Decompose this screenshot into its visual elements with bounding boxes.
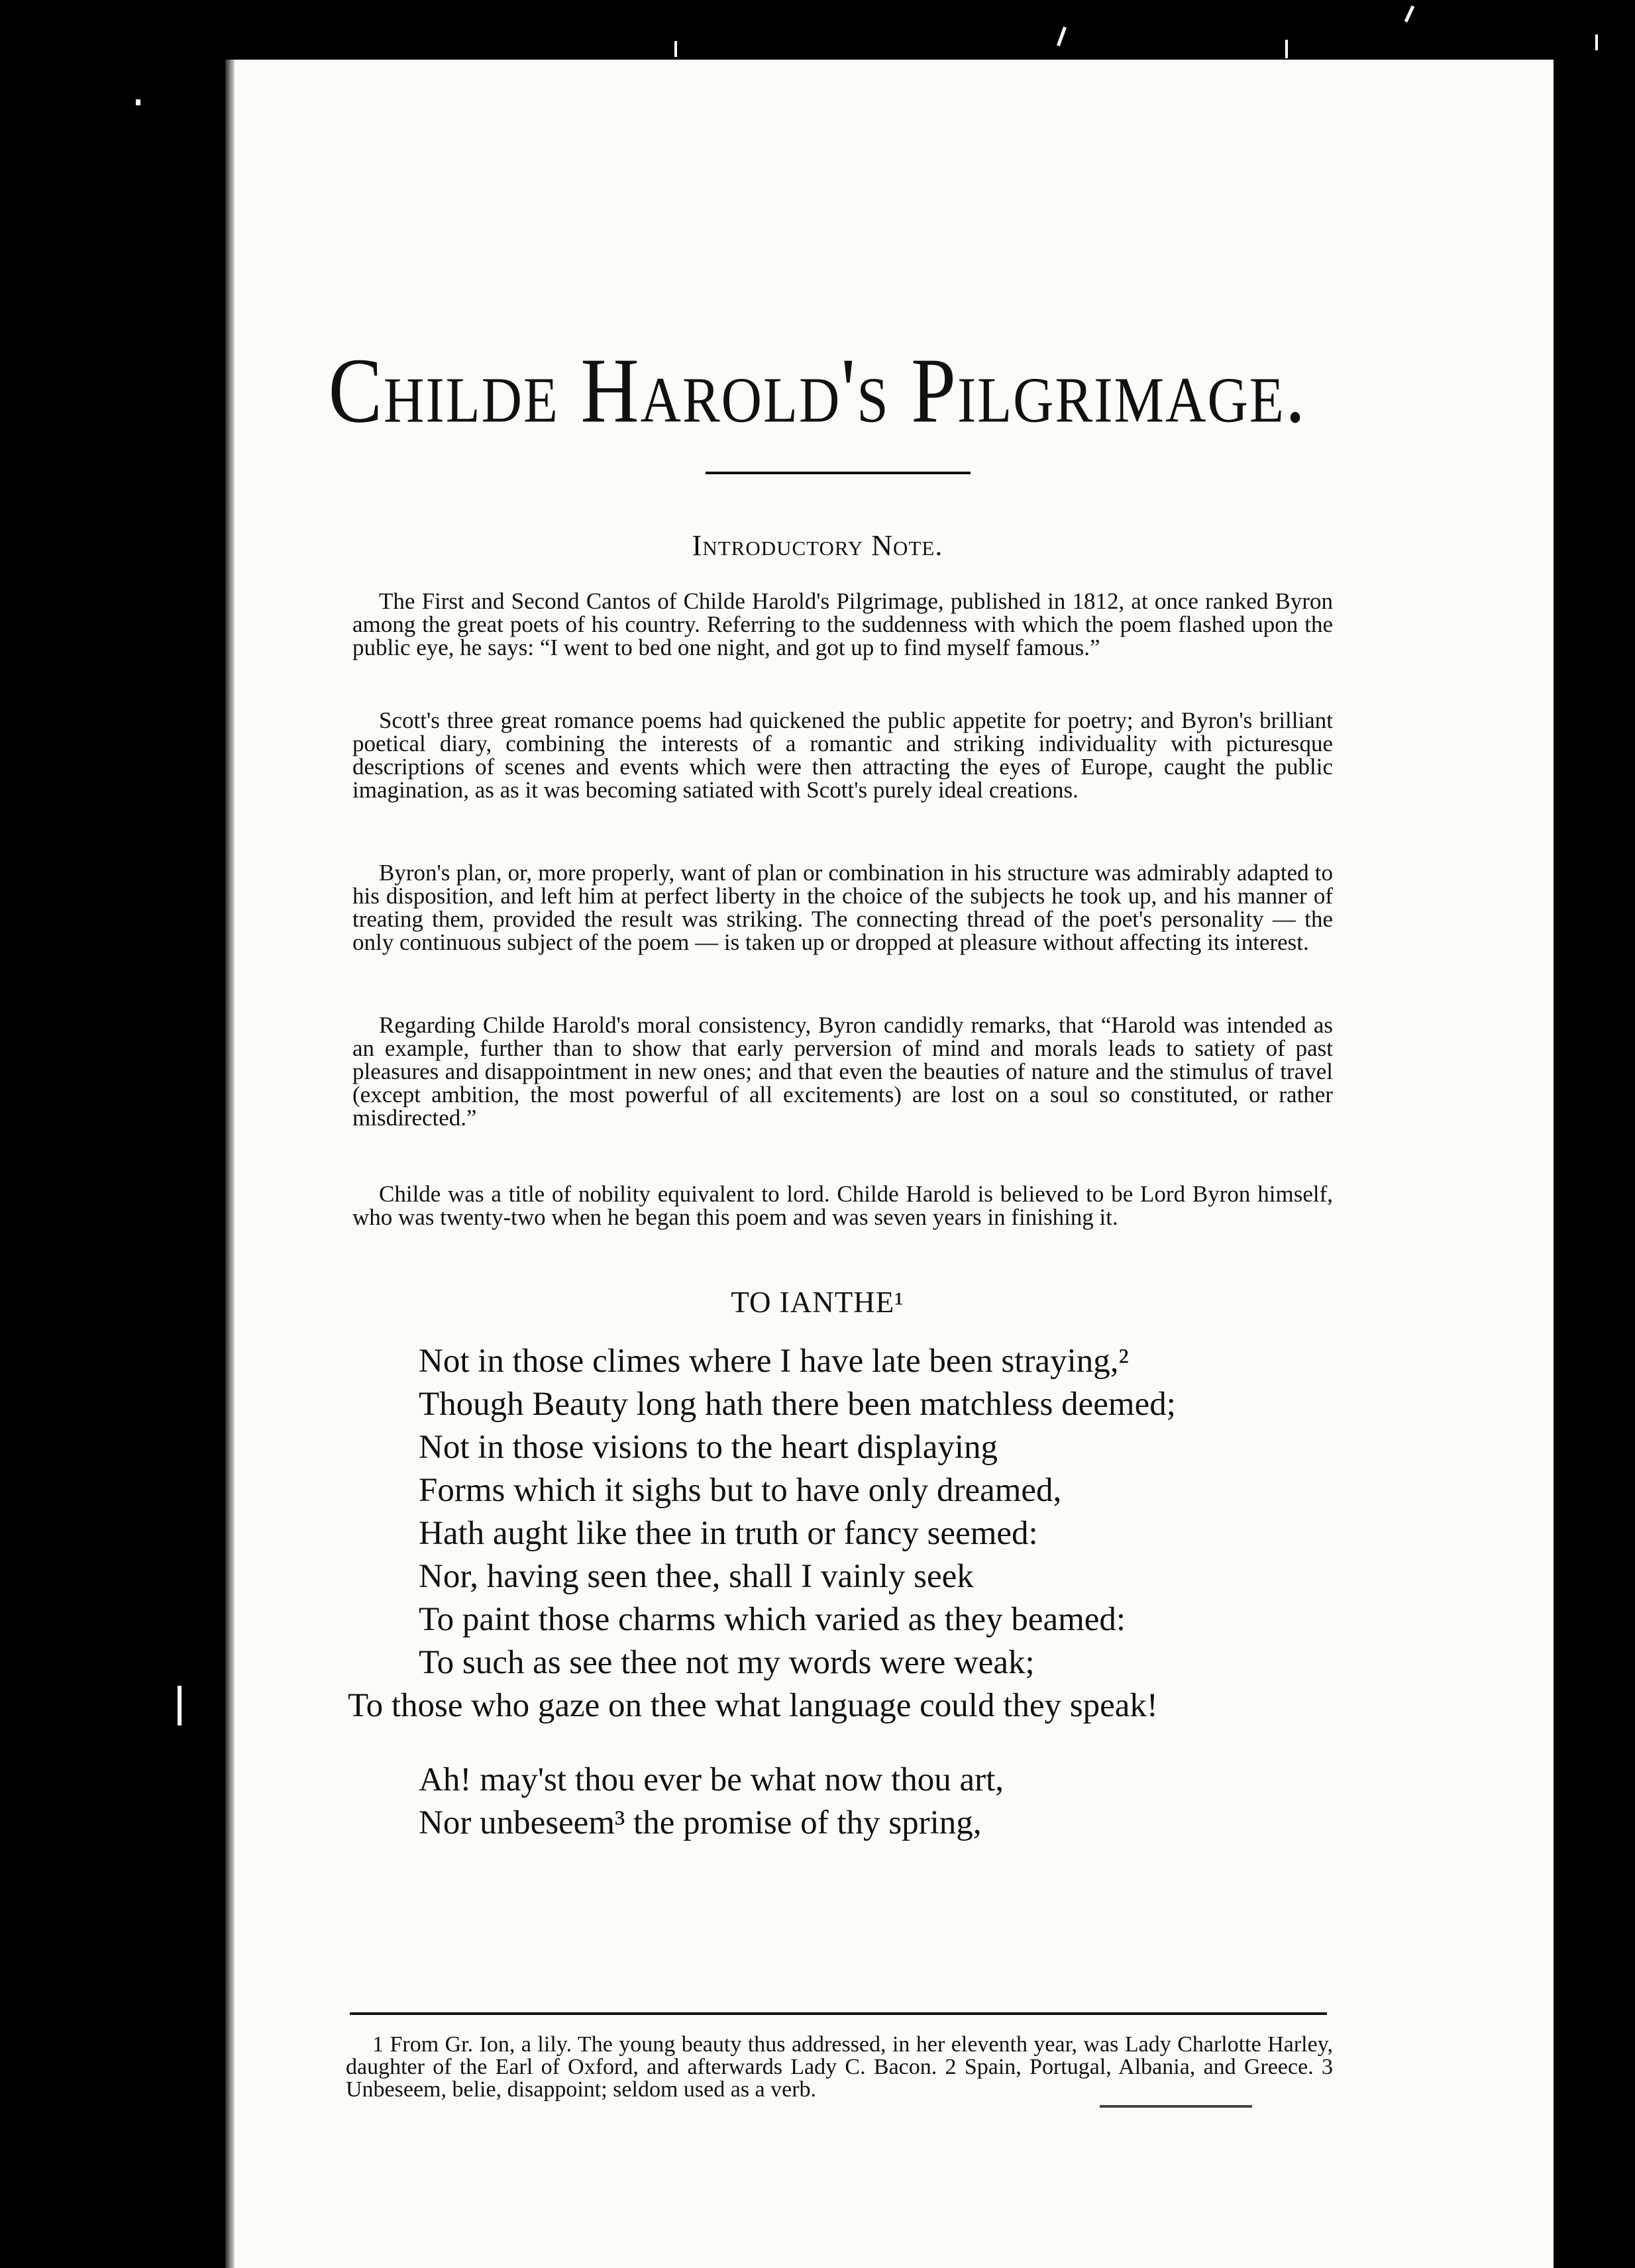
introductory-note-heading: Introductory Note.	[692, 529, 943, 562]
scan-speck	[1285, 40, 1288, 58]
footnotes: 1 From Gr. Ion, a lily. The young beauty thus addressed, in her eleventh year, was Lady Charlotte Harley, daughter of the Earl of Oxford, and afterwards Lady C. Bacon. 2 Spain, Portugal, Albania, and Greece. 3 Unbeseem, belie, disappoint; seldom used as a verb.	[346, 2032, 1333, 2102]
intro-paragraph: Regarding Childe Harold's moral consistency, Byron candidly remarks, that “Harold was intended as an example, further than to show that early perversion of mind and morals leads to satiety of past pleasures and disappointment in new ones; and that even the beauties of nature and the stimulus of travel (except ambition, the most powerful of all excitements) are lost on a soul so constituted, or rather misdirected.”	[352, 1012, 1333, 1131]
poem-line: Nor unbeseem³ the promise of thy spring,	[419, 1804, 982, 1841]
poem-line: To such as see thee not my words were weak;	[419, 1644, 1035, 1681]
scan-speck	[674, 41, 677, 57]
intro-paragraph: Scott's three great romance poems had quickened the public appetite for poetry; and Byron's brilliant poetical diary, combining the interests of a romantic and striking individuality with picturesque descriptions of scenes and events which were then attracting the eyes of Europe, caught the public imagination, as as it was becoming satiated with Scott's purely ideal creations.	[352, 707, 1333, 803]
poem-line: Not in those visions to the heart displaying	[419, 1429, 998, 1466]
poem-line: To those who gaze on thee what language could they speak!	[348, 1687, 1158, 1724]
footnote-rule	[350, 2012, 1327, 2015]
poem-line: Ah! may'st thou ever be what now thou art,	[419, 1761, 1004, 1798]
intro-paragraph: The First and Second Cantos of Childe Harold's Pilgrimage, published in 1812, at once ranked Byron among the great poets of his country. Referring to the suddenness with which the poem flashed upon the public eye, he says: “I went to bed one night, and got up to find myself famous.”	[352, 588, 1333, 660]
poem-line: Though Beauty long hath there been matchless deemed;	[419, 1386, 1176, 1423]
scan-speck	[136, 99, 140, 105]
scan-speck	[1404, 5, 1415, 23]
poem-line: Nor, having seen thee, shall I vainly seek	[419, 1558, 974, 1595]
poem-line: Forms which it sighs but to have only dreamed,	[419, 1472, 1062, 1509]
page-title: Childe Harold's Pilgrimage.	[328, 339, 1307, 442]
title-rule	[706, 472, 971, 474]
scan-speck	[178, 1686, 182, 1726]
poem-title: TO IANTHE¹	[731, 1286, 904, 1319]
scan-speck	[1595, 34, 1598, 50]
poem-line: Hath aught like thee in truth or fancy seemed:	[419, 1515, 1038, 1552]
intro-paragraph: Childe was a title of nobility equivalent to lord. Childe Harold is believed to be Lord Byron himself, who was twenty-two when he began this poem and was seven years in finishing it.	[352, 1181, 1333, 1230]
scan-speck	[1057, 26, 1067, 46]
poem-line: To paint those charms which varied as they beamed:	[419, 1601, 1126, 1638]
poem-line: Not in those climes where I have late been straying,²	[419, 1343, 1129, 1380]
intro-paragraph: Byron's plan, or, more properly, want of plan or combination in his structure was admirably adapted to his disposition, and left him at perfect liberty in the choice of the subjects he took up, and his manner of treating them, provided the result was striking. The connecting thread of the poet's personality — the only continuous subject of the poem — is taken up or dropped at pleasure without affecting its interest.	[352, 860, 1333, 955]
footnote-underline-mark	[1100, 2105, 1252, 2108]
